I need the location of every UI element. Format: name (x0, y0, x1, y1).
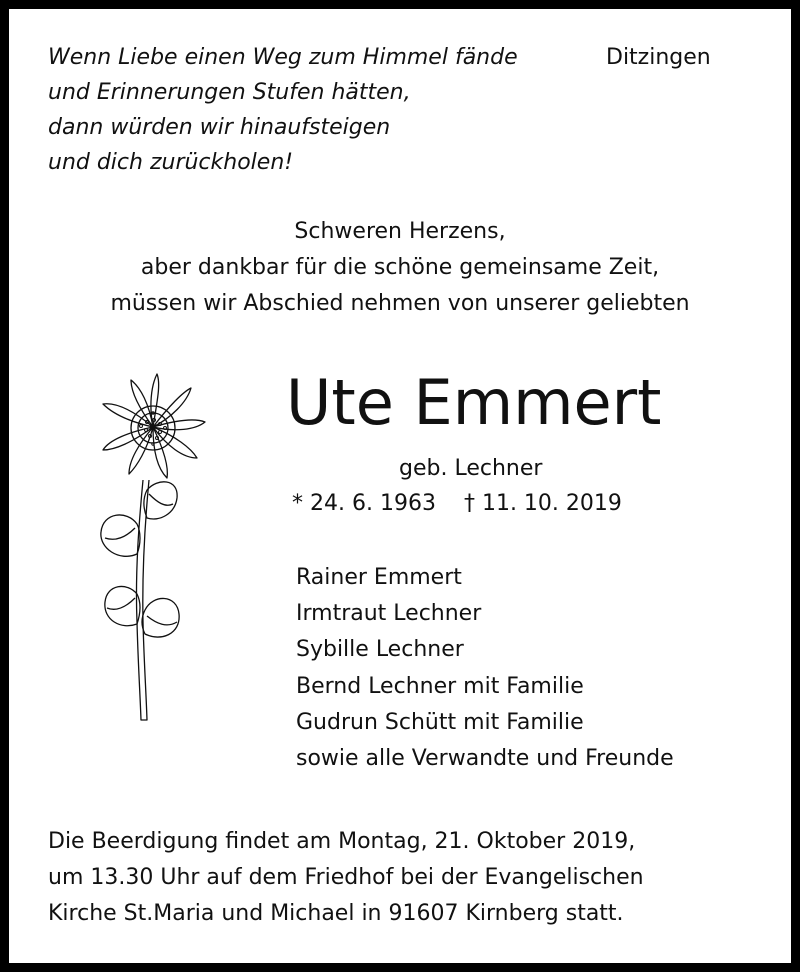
mourner: sowie alle Verwandte und Freunde (296, 746, 674, 772)
maiden-name: geb. Lechner (399, 456, 543, 481)
obituary-card (9, 9, 791, 963)
funeral-line: Kirche St.Maria und Michael in 91607 Kirnberg statt. (48, 901, 624, 926)
deceased-name: Ute Emmert (286, 366, 662, 439)
funeral-info (48, 824, 644, 932)
intro-line: müssen wir Abschied nehmen von unserer geliebten (110, 291, 690, 316)
mourner: Sybille Lechner (296, 637, 464, 663)
mourner: Rainer Emmert (296, 565, 462, 590)
poem (48, 40, 518, 180)
mourner: Gudrun Schütt mit Familie (296, 709, 584, 735)
mourner: Bernd Lechner mit Familie (296, 673, 584, 699)
sunflower-illustration-icon (91, 372, 211, 722)
birth-date: * 24. 6. 1963 (292, 491, 436, 516)
mourners-list (296, 560, 674, 777)
poem-line: und Erinnerungen Stufen hätten, (48, 80, 411, 105)
mourner: Irmtraut Lechner (296, 601, 482, 627)
death-date: † 11. 10. 2019 (463, 491, 622, 516)
poem-line: und dich zurückholen! (48, 150, 294, 175)
city: Ditzingen (606, 45, 711, 70)
funeral-line: Die Beerdigung findet am Montag, 21. Oktober 2019, (48, 829, 636, 854)
poem-line: Wenn Liebe einen Weg zum Himmel fände (48, 45, 518, 70)
intro-line: Schweren Herzens, (294, 219, 506, 244)
intro-text (9, 214, 791, 322)
poem-line: dann würden wir hinaufsteigen (48, 115, 391, 140)
life-dates (292, 487, 622, 521)
intro-line: aber dankbar für die schöne gemeinsame Zeit, (140, 255, 660, 280)
funeral-line: um 13.30 Uhr auf dem Friedhof bei der Evangelischen (48, 865, 644, 890)
